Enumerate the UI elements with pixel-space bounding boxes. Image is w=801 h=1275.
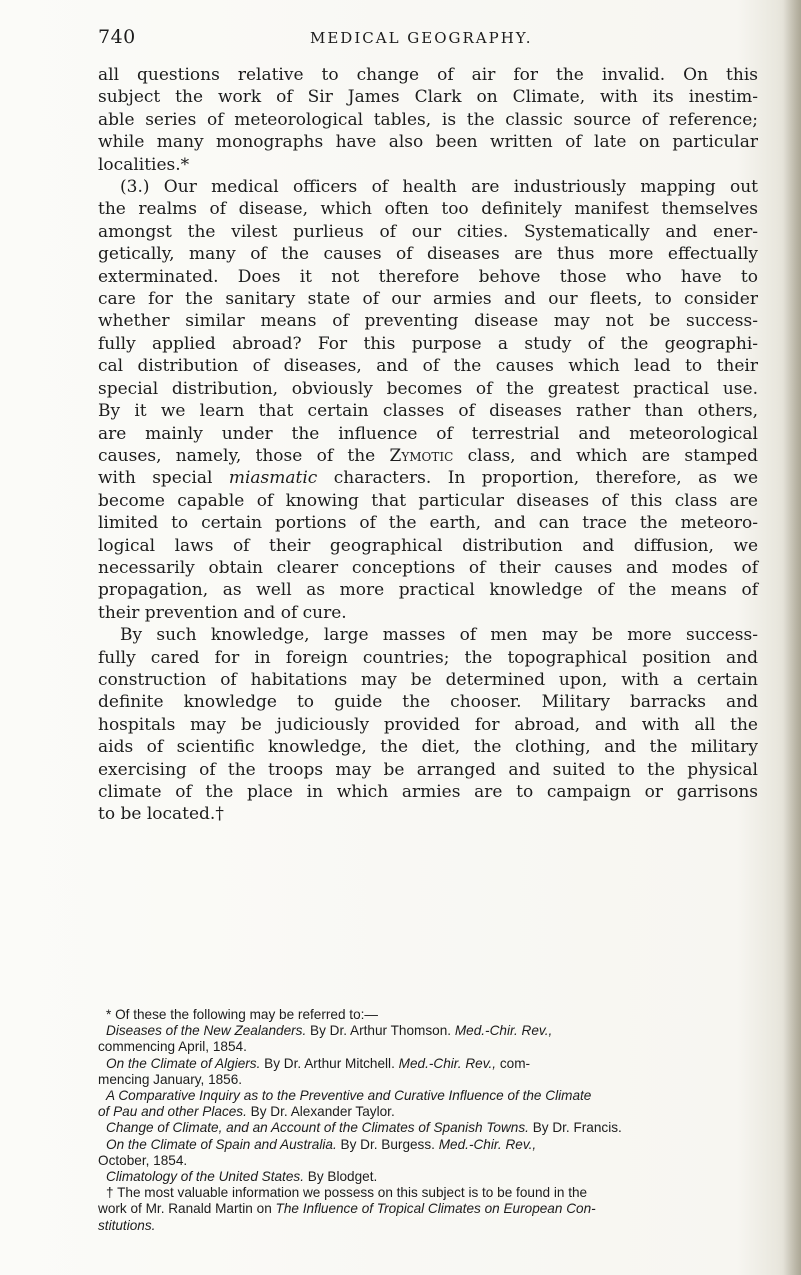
footnote-dagger: † The most valuable information we possess on this subject is to be found in the: [106, 1185, 588, 1201]
text-line: construction of habitations may be determined upon, with a certain: [98, 669, 758, 690]
text-line: all questions relative to change of air for the invalid. On this: [98, 65, 758, 85]
page-number: 740: [98, 26, 136, 48]
text-line-zymotic: causes, namely, those of the Zymotic class, and which are stamped: [98, 445, 758, 466]
text-line: climate of the place in which armies are to campaign or garrisons: [98, 782, 758, 802]
text-line: are mainly under the influence of terrestrial and meteorological: [98, 423, 758, 444]
footnote-reference-cont: commencing April, 1854.: [98, 1039, 247, 1055]
text-line: while many monographs have also been written of late on particular: [98, 132, 758, 153]
text-line: the realms of disease, which often too definitely manifest themselves: [98, 199, 758, 220]
footnote-dagger-cont: stitutions.: [98, 1217, 156, 1233]
footnote-reference: A Comparative Inquiry as to the Preventive and Curative Influence of the Climate: [106, 1088, 592, 1104]
text-line: care for the sanitary state of our armies and our fleets, to consider: [98, 289, 758, 310]
text-line-miasmatic: with special miasmatic characters. In proportion, therefore, as we: [98, 468, 759, 489]
text-line: to be located.†: [98, 804, 224, 825]
text-line: cal distribution of diseases, and of the causes which lead to their: [98, 356, 758, 377]
body-text: [98, 64, 758, 826]
text-line: logical laws of their geographical distribution and diffusion, we: [98, 535, 758, 556]
miasmatic-term: miasmatic: [228, 468, 318, 489]
footnote-reference-cont: October, 1854.: [98, 1152, 188, 1168]
footnote-intro: * Of these the following may be referred to:—: [106, 1007, 379, 1022]
text-line: exercising of the troops may be arranged and suited to the physical: [98, 759, 758, 780]
text-line: By it we learn that certain classes of diseases rather than others,: [98, 401, 758, 422]
footnote-dagger-cont: work of Mr. Ranald Martin on The Influence of Tropical Climates on European Con-: [98, 1201, 596, 1217]
text-line: hospitals may be judiciously provided for abroad, and with all the: [98, 714, 758, 735]
footnote-reference: On the Climate of Spain and Australia. By Dr. Burgess. Med.-Chir. Rev.,: [106, 1136, 537, 1152]
footnote-reference: Climatology of the United States. By Blodget.: [106, 1169, 378, 1185]
text-line: become capable of knowing that particular diseases of this class are: [98, 490, 758, 511]
text-line: fully applied abroad? For this purpose a study of the geographi-: [98, 333, 758, 354]
text-line: By such knowledge, large masses of men may be more success-: [120, 625, 758, 646]
text-line: amongst the vilest purlieus of our cities. Systematically and ener-: [98, 221, 758, 242]
footnote-reference: Diseases of the New Zealanders. By Dr. Arthur Thomson. Med.-Chir. Rev.,: [106, 1023, 553, 1039]
text-line: able series of meteorological tables, is the classic source of reference;: [98, 109, 758, 130]
page-edge-shadow: [783, 0, 801, 1275]
text-line: getically, many of the causes of diseases are thus more effectually: [98, 244, 758, 265]
text-line: subject the work of Sir James Clark on Climate, with its inestim-: [98, 87, 758, 108]
text-line: exterminated. Does it not therefore behove those who have to: [98, 266, 758, 287]
text-line: limited to certain portions of the earth, and can trace the meteoro-: [98, 513, 758, 534]
running-head: MEDICAL GEOGRAPHY.: [310, 29, 533, 47]
text-line: necessarily obtain clearer conceptions of their causes and modes of: [98, 557, 758, 578]
text-line: definite knowledge to guide the chooser. Military barracks and: [98, 692, 758, 713]
footnote-reference: On the Climate of Algiers. By Dr. Arthur Mitchell. Med.-Chir. Rev., com-: [106, 1055, 531, 1071]
footnote-reference-cont: of Pau and other Places. By Dr. Alexander Taylor.: [98, 1104, 395, 1120]
text-line: fully cared for in foreign countries; the topographical position and: [98, 647, 758, 668]
text-line: (3.) Our medical officers of health are industriously mapping out: [120, 177, 758, 198]
text-line: their prevention and of cure.: [98, 602, 347, 623]
footnote-reference-cont: mencing January, 1856.: [98, 1071, 243, 1087]
text-line: special distribution, obviously becomes of the greatest practical use.: [98, 378, 758, 399]
text-line: aids of scientific knowledge, the diet, the clothing, and the military: [98, 737, 758, 758]
text-line: propagation, as well as more practical knowledge of the means of: [98, 580, 758, 601]
footnote-reference: Change of Climate, and an Account of the Climates of Spanish Towns. By Dr. Francis.: [106, 1120, 622, 1136]
page-header: [98, 26, 778, 50]
text-line: localities.*: [98, 154, 190, 175]
zymotic-term: Zymotic: [389, 445, 454, 466]
footnotes: [98, 1007, 758, 1234]
text-line: whether similar means of preventing disease may not be success-: [98, 311, 758, 332]
